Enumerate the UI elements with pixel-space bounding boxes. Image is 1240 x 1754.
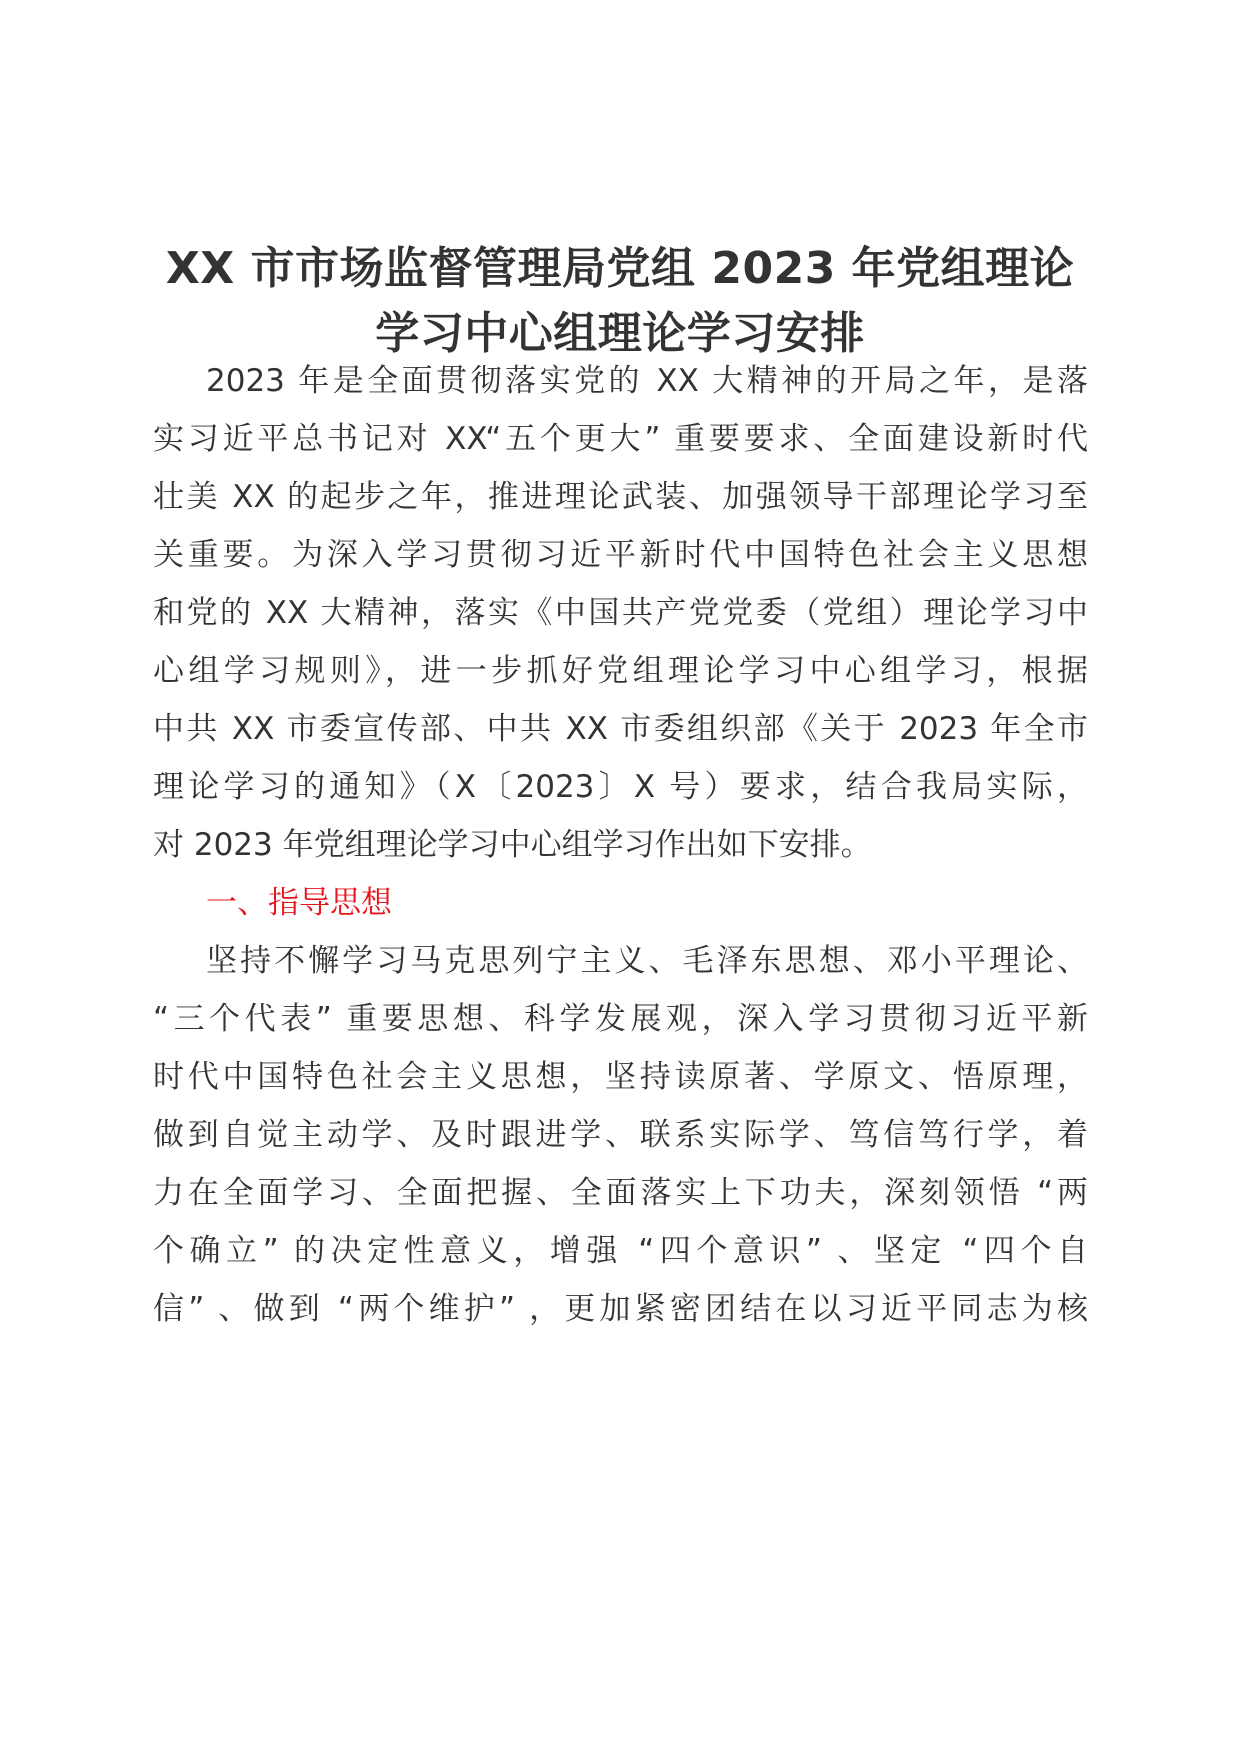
paragraph-2-line-4: 做到自觉主动学、及时跟进学、联系实际学、笃信笃行学，着 (153, 1117, 1088, 1153)
paragraph-1-line-8: 理论学习的通知》（X〔2023〕X 号）要求，结合我局实际， (153, 769, 1088, 805)
document-title (150, 236, 1090, 366)
paragraph-2-line-6: 个确立” 的决定性意义，增强 “四个意识” 、坚定 “四个自 (153, 1233, 1088, 1269)
paragraph-2-line-5: 力在全面学习、全面把握、全面落实上下功夫，深刻领悟 “两 (153, 1175, 1088, 1211)
paragraph-1-line-9: 对 2023 年党组理论学习中心组学习作出如下安排。 (153, 827, 872, 863)
paragraph-1-line-2: 实习近平总书记对 XX“五个更大” 重要要求、全面建设新时代 (153, 421, 1088, 457)
paragraph-2-line-3: 时代中国特色社会主义思想，坚持读原著、学原文、悟原理， (153, 1059, 1088, 1095)
paragraph-1-line-1: 2023 年是全面贯彻落实党的 XX 大精神的开局之年，是落 (206, 363, 1088, 399)
paragraph-1-line-5: 和党的 XX 大精神，落实《中国共产党党委（党组）理论学习中 (153, 595, 1088, 631)
paragraph-1-line-6: 心组学习规则》，进一步抓好党组理论学习中心组学习，根据 (153, 653, 1088, 689)
paragraph-1-line-4: 关重要。为深入学习贯彻习近平新时代中国特色社会主义思想 (153, 537, 1088, 573)
title-line-2: 学习中心组理论学习安排 (375, 308, 865, 359)
paragraph-2-line-2: “三个代表” 重要思想、科学发展观，深入学习贯彻习近平新 (153, 1001, 1088, 1037)
paragraph-1-line-7: 中共 XX 市委宣传部、中共 XX 市委组织部《关于 2023 年全市 (153, 711, 1088, 747)
paragraph-2-line-1: 坚持不懈学习马克思列宁主义、毛泽东思想、邓小平理论、 (206, 943, 1088, 979)
title-line-1: XX 市市场监督管理局党组 2023 年党组理论 (165, 243, 1075, 294)
paragraph-2-line-7: 信” 、做到 “两个维护” ，更加紧密团结在以习近平同志为核 (153, 1291, 1088, 1327)
section-heading-guiding-ideology: 一、指导思想 (206, 885, 392, 921)
paragraph-1-line-3: 壮美 XX 的起步之年，推进理论武装、加强领导干部理论学习至 (153, 479, 1088, 515)
